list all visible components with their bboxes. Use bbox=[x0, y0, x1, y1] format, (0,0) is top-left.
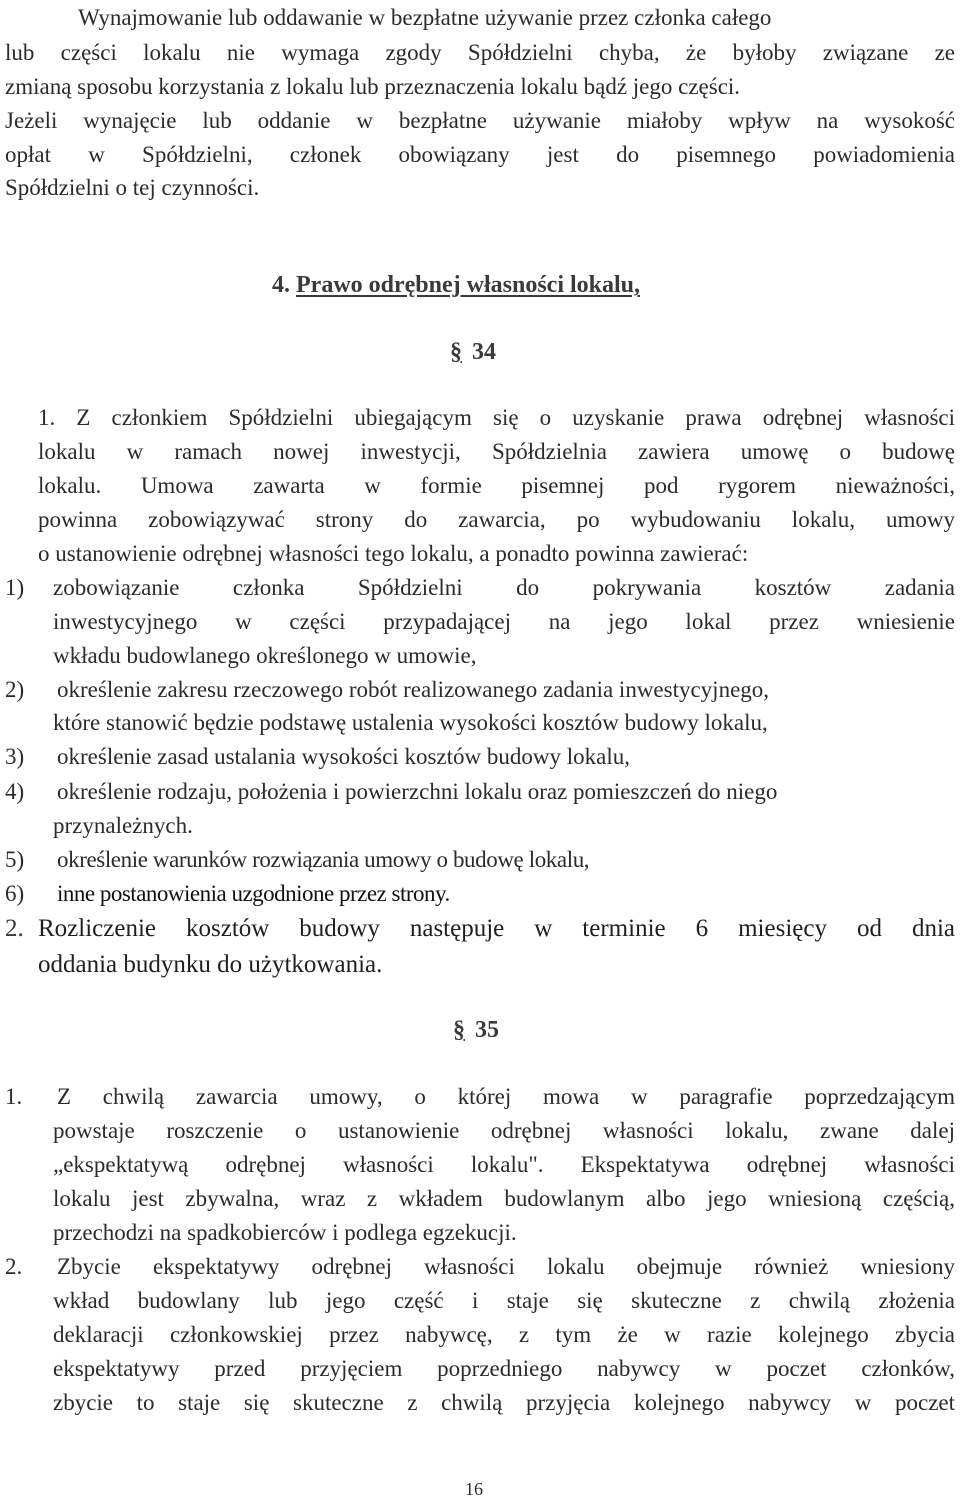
paragraph-35-mark bbox=[453, 1018, 499, 1042]
intro-line: lub części lokalu nie wymaga zgody Spółdzielni chyba, że byłoby związane ze bbox=[5, 40, 955, 65]
p35-point1-line: Z chwilą zawarcia umowy, o której mowa w paragrafie poprzedzającym bbox=[57, 1084, 955, 1109]
list-item-line: określenie rodzaju, położenia i powierzchni lokalu oraz pomieszczeń do niego bbox=[57, 779, 778, 804]
list-item-line: określenie zakresu rzeczowego robót realizowanego zadania inwestycyjnego, bbox=[57, 677, 770, 702]
p34-point1-line: lokalu. Umowa zawarta w formie pisemnej pod rygorem nieważności, bbox=[38, 473, 955, 498]
p35-point2-line: Zbycie ekspektatywy odrębnej własności lokalu obejmuje również wniesiony bbox=[57, 1254, 955, 1279]
list-item-marker: 3) bbox=[5, 744, 25, 769]
p35-point1-line: powstaje roszczenie o ustanowienie odrębnej własności lokalu, zwane dalej bbox=[53, 1118, 955, 1143]
paragraph-34-mark bbox=[450, 340, 496, 364]
p34-point1-line: 1. Z członkiem Spółdzielni ubiegającym się o uzyskanie prawa odrębnej własności bbox=[38, 405, 955, 430]
list-item-marker: 2) bbox=[5, 677, 25, 702]
p34-point1-line: lokalu w ramach nowej inwestycji, Spółdzielnia zawiera umowę o budowę bbox=[38, 439, 955, 464]
list-item-line: zobowiązanie członka Spółdzielni do pokrywania kosztów zadania bbox=[53, 575, 955, 600]
p34-point2-marker: 2. bbox=[5, 915, 24, 942]
list-item-line: przynależnych. bbox=[53, 813, 193, 838]
section-symbol-icon: § bbox=[453, 1017, 465, 1043]
section-number: 4. bbox=[272, 272, 290, 298]
section-symbol-icon: § bbox=[450, 339, 462, 365]
section-heading bbox=[272, 273, 640, 297]
intro-line: opłat w Spółdzielni, członek obowiązany jest do pisemnego powiadomienia bbox=[5, 142, 955, 167]
intro-line: Wynajmowanie lub oddawanie w bezpłatne używanie przez członka całego bbox=[78, 5, 772, 30]
p34-point1-line: powinna zobowiązywać strony do zawarcia, po wybudowaniu lokalu, umowy bbox=[38, 507, 955, 532]
list-item-line: inne postanowienia uzgodnione przez strony. bbox=[57, 881, 450, 906]
p34-point2-line: oddania budynku do użytkowania. bbox=[38, 951, 383, 978]
p35-point2-marker: 2. bbox=[5, 1254, 23, 1279]
p35-point2-line: zbycie to staje się skuteczne z chwilą przyjęcia kolejnego nabywcy w poczet bbox=[53, 1390, 955, 1415]
p35-point2-line: deklaracji członkowskiej przez nabywcę, z tym że w razie kolejnego zbycia bbox=[53, 1322, 955, 1347]
p34-point2-line: Rozliczenie kosztów budowy następuje w terminie 6 miesięcy od dnia bbox=[38, 915, 955, 942]
paragraph-number: 34 bbox=[472, 339, 496, 365]
p35-point2-line: wkład budowlany lub jego część i staje się skuteczne z chwilą złożenia bbox=[53, 1288, 955, 1313]
list-item-line: inwestycyjnego w części przypadającej na jego lokal przez wniesienie bbox=[53, 609, 955, 634]
list-item-line: wkładu budowlanego określonego w umowie, bbox=[53, 643, 477, 668]
intro-line: zmianą sposobu korzystania z lokalu lub przeznaczenia lokalu bądź jego części. bbox=[5, 74, 741, 99]
list-item-marker: 5) bbox=[5, 847, 25, 872]
intro-line: Jeżeli wynajęcie lub oddanie w bezpłatne używanie miałoby wpływ na wysokość bbox=[5, 108, 955, 133]
p35-point1-line: lokalu jest zbywalna, wraz z wkładem budowlanym albo jego wniesioną częścią, bbox=[53, 1186, 955, 1211]
page-number: 16 bbox=[465, 1479, 483, 1499]
p35-point1-line: „ekspektatywą odrębnej własności lokalu". Ekspektatywa odrębnej własności bbox=[53, 1152, 955, 1177]
paragraph-number: 35 bbox=[475, 1017, 499, 1043]
intro-line: Spółdzielni o tej czynności. bbox=[5, 175, 260, 200]
p35-point1-line: przechodzi na spadkobierców i podlega egzekucji. bbox=[53, 1220, 517, 1245]
list-item-line: określenie zasad ustalania wysokości kosztów budowy lokalu, bbox=[57, 744, 630, 769]
p35-point2-line: ekspektatywy przed przyjęciem poprzedniego nabywcy w poczet członków, bbox=[53, 1356, 955, 1381]
p34-point1-line: o ustanowienie odrębnej własności tego lokalu, a ponadto powinna zawierać: bbox=[38, 541, 749, 566]
list-item-marker: 4) bbox=[5, 779, 25, 804]
p35-point1-marker: 1. bbox=[5, 1084, 23, 1109]
list-item-marker: 1) bbox=[5, 575, 25, 600]
list-item-marker: 6) bbox=[5, 881, 25, 906]
list-item-line: które stanowić będzie podstawę ustalenia wysokości kosztów budowy lokalu, bbox=[53, 710, 768, 735]
section-title: Prawo odrębnej własności lokalu, bbox=[296, 272, 641, 298]
list-item-line: określenie warunków rozwiązania umowy o budowę lokalu, bbox=[57, 847, 590, 872]
